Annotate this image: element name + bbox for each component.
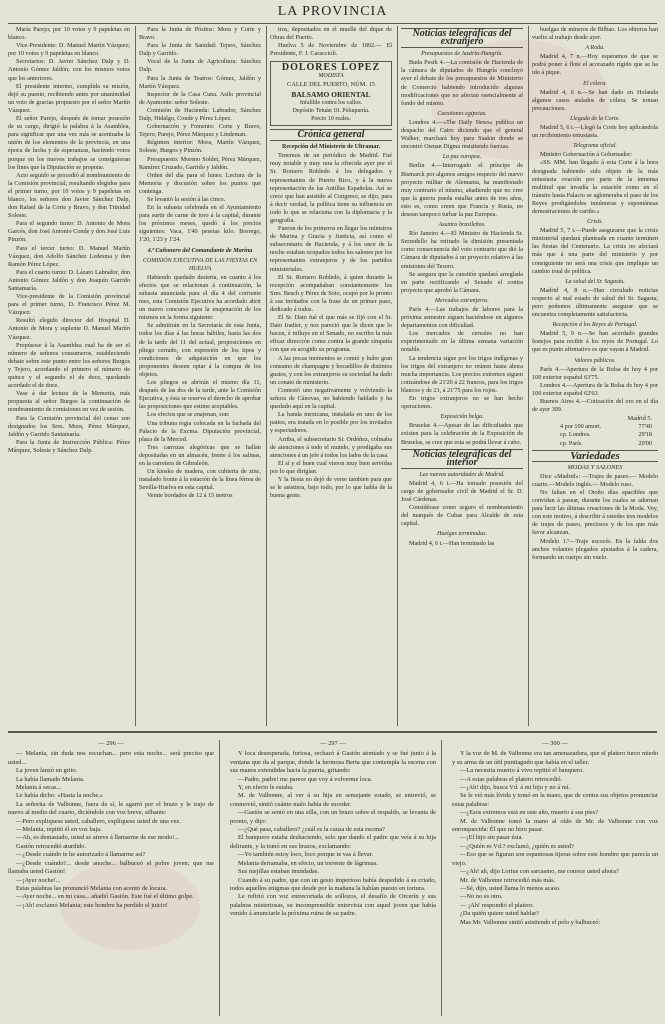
cronica-heading: Crónica general — [270, 129, 392, 141]
paragraph: Madrid 4, 6 t.—Han terminado las — [409, 539, 495, 547]
variedades-subheading: MODAS Y SALONES — [567, 463, 623, 471]
paragraph: Los pliegos se abrirán el mismo día 11, después de las dos de la tarde, ante la Comisión Ejecutiva, y ésta se reserva el derecho de aprobar las proposiciones que estime aceptables. — [139, 379, 261, 411]
paragraph: Buenos Aires 4.—Cotización del oro en el día de ayer 309. — [532, 398, 658, 414]
masthead-rule — [8, 23, 657, 24]
paragraph: —¡Ah! dijo, busca Vd. á mi hijo y no á mí. — [460, 784, 571, 792]
folletin-column-2 — [230, 740, 436, 1016]
section-paras — [532, 89, 658, 113]
paragraph: El banquero estaba deshaciendo, solo que dando el padre que veía á su hija delirante, y la tomó en sus brazos, exclamando: — [230, 834, 436, 850]
paragraph: En trigos extranjeros no se han hecho operaciones. — [401, 395, 523, 411]
sub-heading: Huelgas terminadas. — [437, 531, 487, 538]
paragraph: Cuando á su padre, que con un gesto imperioso había despedido á su criado, todos aquellos enigmas que desde por la mañana la habían puesto en tortura. — [230, 876, 436, 892]
paragraph: Melania á secas... — [16, 784, 62, 792]
sub-heading: Llegada de la Corte. — [570, 115, 620, 122]
paragraph: Dice «Madrid»: —Trajes de paseo.— Modelo cuarto.—Modelo inglés.— Modelo ruso. — [532, 472, 658, 488]
sub-heading: Crisis. — [587, 219, 603, 226]
paragraph: Comisión de Hacienda: Labrador, Sánchez Dalp, Hidalgo, Conde y Pérez López. — [139, 106, 261, 123]
paragraph: —¿Desde cuándo?... desde anoche... balbuceó el pobre joven; que me llamaba usted Gastón! — [8, 859, 214, 876]
paragraph: El sí y el buen cual vieron muy bien servidas por lo que dirigían. — [270, 459, 392, 475]
variedades-heading: Variedades — [532, 450, 658, 462]
column-3 — [270, 26, 392, 726]
paragraph: —Melania, repitió él en voz baja. — [16, 826, 102, 834]
paragraph: Y la voz de M. de Valbonne era tan amenazadora, que el platero turco miedo y su arma de un útil puntiagudo que había en el taller. — [452, 750, 658, 766]
telegram-foreign-heading: Noticias telegráficas del extranjero — [401, 28, 523, 48]
paragraph: Y loca desesperada, furiosa, rechazó á Gastón atontado y se fué junto á la ventana que da al parque, donde la hermosa Berta que contempla la escena con sus manos extendidas hacia la puerta, gritando: — [230, 750, 436, 775]
sub-heading: Las nuevas autoridades de Madrid. — [419, 471, 505, 478]
sub-heading: Asuntos brasileños. — [438, 222, 486, 229]
market-value: 20'00 — [638, 439, 652, 447]
paragraph: Estas palabras las pronunció Melania con acento de locura. — [16, 884, 168, 892]
paragraph: —La necesita muerto á vivo repitió el banquero. — [460, 767, 584, 775]
paragraph: Berlín 4.—Interrogado el príncipe de Bismarck por algunos amigos respecto del nuevo proyecto militar de Alemania, ha manifestado muy contrario el mismo, añadiendo que no cree que la guerra pueda estallar antes de tres años, esto es, como creen que Francia y Rusia, no desean tampoco turbar la paz Europea. — [401, 162, 523, 218]
paragraph: Y, en efecto le estaba. — [238, 784, 294, 792]
section-paras — [401, 480, 523, 529]
section-paras — [532, 473, 658, 562]
section-paras — [401, 59, 523, 108]
section-paras — [401, 162, 523, 219]
paragraph: Madrid 4, 6 n.—Se han dado en Holanda algunos casos aislados de cólera. Se toman precauciones. — [532, 88, 658, 112]
sub-heading: Mercados extranjeros. — [435, 297, 489, 304]
paragraph: Madrid 4, 8 n.—Han circulado noticias respecto al mal estado de salud del Sr. Sagasta; pero podemos últimamente asegurar que se encuentra completamente satisfactoria. — [532, 286, 658, 319]
telegram-interior-heading: Noticias telegráficas del interior — [401, 449, 523, 469]
folletin-paras — [452, 750, 658, 927]
paragraph: A las pocas momentos se comió y hubo gran consumo de champagne y bocadillos de distintos gustos, y con los extranjeros su sociedad ha dado un conato de ministerio. — [270, 354, 392, 386]
sub-heading: Recepción á los Reyes de Portugal. — [552, 322, 638, 329]
ad-address: CALLE DEL PUERTO, NÚM. 15 — [286, 80, 376, 88]
paragraph: —¿Qué pasa, caballero? ¿cuál es la causa de esta escena? — [238, 826, 385, 834]
section-paras — [401, 306, 523, 411]
paragraph: —¡Ah! exclamó Melania; este hombre ha perdido el juicio! — [16, 901, 168, 909]
paragraph: —Yo también estoy loco, loco porque te vas á llevar. — [238, 851, 374, 859]
paragraph: Secretarios: D. Javier Sánchez Dalp y D. Antonio Gómez Jaldón; con los mismos votos que los anteriores. — [8, 58, 130, 82]
section-paras — [532, 26, 658, 42]
section-paras — [401, 119, 523, 151]
market-value: 29'18 — [638, 431, 652, 439]
paragraph: Para el tercer turno: D. Manuel Martín Vázquez, don Adolfo Sánchez Ledesma y don Ramón Pérez López. — [8, 244, 130, 268]
market-row — [560, 440, 658, 448]
ad-line-5: Infalible contra los callos. — [299, 99, 363, 106]
paragraph: La había llamado Melania. — [16, 775, 85, 783]
column-2-paras — [139, 26, 261, 204]
paragraph: Madrid 5, 6 t.—Llegó la Corte hoy aplicándola un recibimiento entusiasta. — [532, 124, 658, 140]
section-paras — [401, 230, 523, 295]
market-title: Madrid 5. — [627, 415, 652, 423]
sub-heading: Presupuestos de Austria-Hungría. — [421, 51, 503, 58]
paragraph: Una tribuna regia colocada en la fachada del Palacio de la Excma. Diputación provincial, plaza de la Merced. — [139, 419, 261, 443]
paragraph: —Ah, es demasiado, usted se atreve á llamarme de ese modo!... — [16, 834, 180, 842]
market-row — [560, 423, 658, 431]
paragraph: Fueron de los primeros en llegar los ministros de Marina y Gracia y Justicia, así como el subsecretario de Hacienda, y á los once de la noche estaban ocupados todos los salones por los representantes extranjeros y de los partidos ministeriales. — [270, 225, 392, 273]
ad-line-6: Depósito Tetuán 10. Peluquería. — [292, 107, 370, 114]
paragraph: Para la Junta de Instrucción Pública: Pérez Márquez, Soleste y Sánchez Dalp. — [8, 438, 130, 454]
paragraph: Régimen interior: Mora, Martín Vázquez, Soleste, Burgos y Pinzón. — [139, 139, 261, 155]
paragraph: «SS. MM. han llegado á esta Corte á la hora designada habiendo sido objeto de la más entusiasta ovación por parte de la inmensa multitud que invadía la estación como en el tránsito hasta Palacio se aglomeraba el paso de los Reyes prodigándoles innúmeras y espontáneas demostraciones de cariño.» — [532, 159, 658, 215]
column-rule — [397, 26, 398, 726]
market-label: cp. Londres. — [560, 431, 591, 439]
paragraph: Y la fiesta no dejó de verse tambien para que se le asistiera, bajo todo, por lo que habla de la buena gente. — [270, 475, 392, 500]
page-number: — 296 — — [98, 740, 124, 747]
paragraph: El presidente interino, cumplida su misión, dejó su puesto, recibiendo antes por unanimidad un voto de gracias propuesto por el señor Martín Vázquez. — [8, 82, 130, 114]
section-paras — [401, 540, 523, 548]
paragraph: Los mercados de cereales no han experimentado en la última semana variación notable. — [401, 330, 523, 354]
paragraph: Madrid 4, 7 n.—Hoy esperamos de que se podrá poner á flote el acorazado rígido que se ha ido á pique. — [532, 53, 658, 77]
paragraph: —Padre, padre! me parece que voy á volverme loca. — [238, 775, 373, 783]
paragraph: —Gastón se sentó en una silla, con un brazo sobre el respaldo, se levanta de pronto, y dijo: — [230, 809, 436, 825]
section-paras — [532, 124, 658, 140]
paragraph: María Parejo; por 10 votos y 9 papeletas en blanco. — [8, 26, 130, 42]
paragraph: Arriba, el subsecretario Sr. Ordóñez, colmaba de atenciones á todo el mundo, y prodigaba sus atenciones á un jefe á todos los lados de la casa. — [270, 435, 392, 459]
paragraph: huelgas de mineros de Bilbao. Los obreros han vuelto al trabajo desde ayer. — [532, 26, 658, 42]
section-paras — [532, 151, 658, 216]
paragraph: Para la Junta de Teatros: Gómez, Jaldón y Martín Vázquez. — [139, 74, 261, 90]
ad-profession: MODISTA — [318, 73, 344, 80]
section-paras — [532, 227, 658, 276]
column-1-paras — [8, 26, 130, 455]
section-paras — [532, 287, 658, 319]
column-rule — [266, 26, 267, 726]
paragraph: Los efectos que se enajenan, son: — [147, 411, 230, 419]
paragraph: París 4.—Apertura de la Bolsa de hoy 4 por 100 exterior español 63'75. — [532, 365, 658, 381]
paragraph: Tres carrozas alegóricas que se hallan depositadas en un almacén, frente á los salinas, en la carretera de Gibraleón. — [139, 443, 261, 467]
paragraph: Le refirió con voz entrecortada de sollozos, el desafío de Orcerín y sus palabras misteriosas, su incomprensible entrevista con aquel joven que había venido á anunciarle la próxima ruina de su padre. — [230, 893, 436, 918]
paragraph: No faltan en el Otoño días apacibles que convidan á pasear, durante los cuales se adornan para lucir las últimas creaciones de la Moda. Voy, con este motivo, á describir á ustedes tres modelos de trajes de paseo, preciosos y de los que más favor alcanzan. — [532, 488, 658, 537]
sub-heading: Cuestiones egipcias. — [437, 110, 487, 117]
paragraph: Habiendo quedado desierta, en cuanto á los efectos que se relacionan á continuación, la subasta anunciada para el día 4 del corriente mes, esta Comisión Ejecutiva ha acordado abrir un nuevo concurso para la enajenación de los mismos en la forma siguiente: — [139, 273, 261, 322]
paragraph: Londres 4.—«The Daily News» publica un despacho del Cairo diciendo que el general Walker, marchará hoy para Suakin donde se encontró Osman Digma resistiendo fuerzas. — [401, 118, 523, 151]
folletin-paras — [230, 750, 436, 918]
folletin-column-3 — [452, 740, 658, 1016]
market-value: 77'40 — [638, 423, 652, 431]
column-1 — [8, 26, 130, 726]
column-3-paras-2 — [270, 152, 392, 500]
column-rule — [135, 26, 136, 726]
paragraph: Tenemos de un periódico de Madrid. Fué muy notable y muy rara la ofrecida ayer por el Sr. Romero Robledo á los delegados y representantes de Puerto Rico, y á la nueva representación de las Antillas Españolas. Así se crece que han asistido al Congreso, se dijo, para á decir verdad, la política tiene su influencia en todo lo que se relaciona con la diplomacia y la geografía. — [270, 152, 392, 224]
paragraph: ¿Da quién quiere usted hablar? — [460, 910, 540, 918]
paragraph: Se asegura que la cuestión quedará arreglada en parte rectificando el Senado el contra proyecto que aprobó la Cámara. — [401, 270, 523, 294]
folletin-paras — [8, 750, 214, 910]
column-2-subheading: COMISIÓN EJECUTIVA DE LAS FIESTAS EN HUELVA — [142, 257, 258, 272]
paragraph: Un kiosko de madera, con cubierta de zinc, instalado frente á la estación de la línea férrea de Sevilla-Huelva en esta capital. — [139, 468, 261, 492]
column-rule — [528, 26, 529, 726]
sub-heading: A Roda. — [585, 45, 605, 52]
paragraph: Vice-presidente de la Comisión provincial para el primer turno, D. Francisco Pérez M. Vázquez. — [8, 293, 130, 317]
column-2-heading: 4.ª Cañonero del Comandante de Marina — [147, 246, 253, 254]
paragraph: Madrid 4, 6 t.—Ha tomado posesión del cargo de gobernador civil de Madrid el Sr. D. José Cárdenas. — [401, 479, 523, 504]
paragraph: —No no es otro. — [460, 893, 503, 901]
paragraph: Para la Junta de Sanidad: Tejero, Sánchez Dalp y Garrido. — [139, 42, 261, 58]
sub-heading: Exposición belga. — [440, 414, 484, 421]
paragraph: Para el cuarto turno: D. Lázaro Labrador, don Antonio Gómez Jaldón y don Joaquín Garrido Santamaría. — [8, 268, 130, 292]
column-5 — [532, 26, 658, 726]
paragraph: Veinte bordados de 12 á 15 metros — [147, 492, 233, 500]
masthead-title: LA PROVINCIA — [277, 4, 388, 19]
market-label: 4 por 100 amort. — [560, 423, 602, 431]
paragraph: Se levantó la sesión á las cinco. — [147, 195, 226, 203]
paragraph: Inspector de la Casa Cuna. Asilo provincial de Ayamonte: señor Soleste. — [139, 90, 261, 106]
paragraph: La joven lanzó un grito. — [16, 767, 78, 775]
paragraph: Río Janeiro 4.—El Ministro de Hacienda Sr. Serzedello ha retirado la dimisión presentada como consecuencia del voto contrario que dió la Cámara de diputados á un proyecto relativo á las emisiones del Tesoro. — [401, 230, 523, 270]
sub-heading: La salud del Sr. Sagasta. — [565, 278, 625, 285]
paragraph: Propúsose á la Asamblea cual ha de ser el número de señores consumeros, estableciendo debate sobre este punto entre los señores Burgos y Tejero, acordando el primero el número de quince y el segundo el de doce, quedando acordado el de doce. — [8, 341, 130, 390]
folletin-column-1 — [8, 740, 214, 1016]
column-4 — [401, 26, 523, 726]
paragraph: Mr. de Valbonne retrocedió más más. — [460, 876, 556, 884]
section-paras — [532, 366, 658, 415]
paragraph: Madrid 5, 9 n.—Se han acordado grandes festejos para recibir á los reyes de Portugal. Lo que es punto afirmativo es que vayan á Madrid. — [532, 330, 658, 354]
paragraph: El Sr. Dato fué el que más se fijó con el Sr. Dato Iradier, y nos pareció que le dicen que lo hacen, é influye en el Senado, no escribo la más eficaz dirección como contra la grande simpatía con que es acogido su programa. — [270, 314, 392, 354]
paragraph: Gobernación y Fomento: Corte y Bravo, Tejero, Parejo, Pérez Márquez y Lindeman. — [139, 123, 261, 139]
paragraph: Acto seguido se procedió al nombramiento de la Comisión provincial; resultando elegidos para el primer turno, por 10 votos y 9 papeletas en blanco, los señores don Javier Sánchez Dalp, don Rafael de la Corte y Bravo, y don Trinidad Soleste. — [8, 171, 130, 220]
paragraph: La banda mexicana, instalada en uno de los patios, era tratada en lo posible por los invitados y espectadores. — [270, 411, 392, 435]
paragraph: Presupuesto: Moreno Soldet, Pérez Márquez, Ramírez Cruzado, Garrido y Jaldón. — [139, 155, 261, 171]
paragraph: M. de Valbonne tomó la mano al oído de Mr. de Valbonne con voz enronquecida: Él que no hizo pasar. — [452, 817, 658, 834]
column-2 — [139, 26, 261, 726]
paragraph: —¡Ayer noche!... — [16, 876, 61, 884]
paragraph: La tendencia sigue por los trigos indígenas y los trigos del extranjero no reúnen hasta ahora mucha importancia. Los precios extremos siguen cotizándose de 21'20 á 22 francos, para los trigos blancos y de 21, á 21'75 para los rojos. — [401, 354, 523, 394]
paragraph: El señor Parejo, después de tomar posesión de su cargo, dirigió la palabra á la Asamblea, para significar que una vez más se acentuaba la unión de los elementos de la provincia, en una época de lucha y de esperanzas, haciendo votos porque en los nuevos trabajos se consiguieran los fines que la Diputación se propone. — [8, 115, 130, 171]
paragraph: —Sé, dijo, usted llama lo menos acaso. — [460, 884, 561, 892]
paragraph: Modelo 1.º—Traje escocés. En la falda dos anchos volantes plegados ajustados á la cadera, formando un cuerpo sin vuelo. — [532, 537, 658, 561]
page-number: — 300 — — [542, 740, 568, 747]
paragraph: —¿Quién es Vd.? exclamó, ¿quién es usted? — [460, 842, 574, 850]
paragraph: Melania derramaba, en efecto, un torrente de lágrimas. — [238, 859, 378, 867]
folletin-column-rule — [441, 740, 442, 1016]
paragraph: —Ayer noche... en mi casa... añadió Gastón. Este fué el último golpe. — [16, 893, 194, 901]
market-row — [560, 431, 658, 439]
paragraph: —¡El hijo sin pasar ésta. — [460, 834, 524, 842]
paragraph: Mas Mr. Valbonne sintió asistiendo el pelo y balbuceó: — [460, 918, 601, 926]
sub-heading: Valores públicos. — [574, 357, 616, 364]
paragraph: —Eso que se figuran son espantosas tijeras sobre este hombre que parecía un viejo. — [452, 851, 658, 867]
paragraph: Considérase como seguro el nombramiento del marqués de Cubas para Alcalde de esta capital. — [401, 504, 523, 528]
folletin-column-rule — [219, 740, 220, 1016]
ad-line-7: Precio 10 reales. — [311, 115, 351, 122]
ad-name: DOLORES LOPEZ — [281, 62, 381, 74]
section-paras — [532, 330, 658, 354]
paragraph: — Melania, sin duda nos escuchan... pero esta noche... será preciso que usted... — [8, 750, 214, 766]
paragraph: Ministro Gobernación á Gobernador: — [540, 151, 632, 159]
paragraph: tros, depositados en el muelle del dique de Obras del Puerto. — [270, 26, 392, 42]
paragraph: Vase á dar lectura de la Memoria, más propuesta al señor Burgos la continuación de nombramiento de comisiones en vez de sesión. — [8, 390, 130, 414]
paragraph: —¿Esos extremos está en este año, muerto á sus pies? — [460, 809, 599, 817]
section-paras — [532, 53, 658, 77]
paragraph: —Pero expliquese usted, caballero, explíquese usted de una vez. — [16, 817, 181, 825]
paragraph: Para la Comisión provincial del censo son designados los Sres. Mora, Pérez Márquez, Jaldón y Garrido Santamaría. — [8, 414, 130, 438]
paragraph: —¿Desde cuándo te he autorizado á llamarme así? — [16, 851, 146, 859]
sub-heading: El cólera. — [583, 80, 607, 87]
folletin-rule — [8, 731, 657, 733]
paragraph: París 4.—Las trabajos de labores para la próxima semestre siguen haciéndose en algunos departamentos con dificultad. — [401, 306, 523, 330]
paragraph: Se admitirán en la Secretaría de esta Junta, todos los días á las horas hábiles, hasta las dos de la tarde del 11 del actual, proposiciones en pliego cerrado, con expresión de los tipos y condiciones de adquisición en que los proponentes deseen optar á la compra de los objetos. — [139, 322, 261, 378]
ad-product: BALSAMO ORIENTAL — [291, 89, 371, 99]
paragraph: —¿Ah! ah, dijo Lorius con sarcasmo, me conoce usted ahora? — [460, 868, 619, 876]
paragraph: Sus mejillas estaban inundadas. — [238, 868, 319, 876]
paragraph: Para el segundo turno: D. Antonio de Mora Garcés, don José Antonio Conde y don José Luis Pinzón. — [8, 220, 130, 244]
paragraph: El Sr. Romero Robledo, á quien durante la recepción acompañaban constantemente los Sres. Besch y Pérez de Soto, ocupó por lo pronto á sus invitados con la frase de un primer paso, dedicado á todos. — [270, 273, 392, 313]
market-table — [532, 423, 658, 447]
paragraph: La señorita de Valbonne, fuera de sí, le agarró por el brazo y le trajo de nuevo al medio del cuarto, diciéndole con voz breve, silbante: — [8, 800, 214, 817]
market-label: cp. París. — [560, 439, 583, 447]
column-3-paras — [270, 26, 392, 58]
column-2-paras-2 — [139, 274, 261, 501]
paragraph: Huelva 5 de Noviembre de 1892.— El Presidente, F. J. Caraccioli. — [270, 42, 392, 58]
paragraph: M. de Valbonne, al ver á su hija en semejante estado, se entrevió, se conmovió, sintió cuánto malo había de suceder. — [230, 792, 436, 808]
paragraph: Buda Pesth 4.—La comisión de Hacienda de la cámara de diputados de Hungría concluyó ayer el debate de los presupuestos de Ministerio de Comercio habiendo introducido algunas modificaciones que no afectan esencialmente al fondo del mismo. — [401, 59, 523, 107]
folletin-section — [8, 740, 658, 1016]
paragraph: — ¡Ah! respondió el platero. — [460, 901, 535, 909]
news-columns — [8, 26, 658, 726]
paragraph: Londres 4.—Apertura de la Bolsa de hoy 4 por 100 exterior español 62'63. — [532, 381, 658, 397]
paragraph: Para la Junta de Pósitos: Mora y Corte y Bravo. — [139, 26, 261, 42]
sub-heading: La paz europea. — [442, 154, 482, 161]
paragraph: —A estas palabras el platero retrocedió. — [460, 775, 563, 783]
paragraph: Resultó elegido director del Hospital D. Antonio de Mora y suplente D. Manuel Martín Vázquez. — [8, 317, 130, 341]
paragraph: Vocal de la Junta de Agricultura: Sánchez Dalp. — [139, 58, 261, 74]
paragraph: Le había dicho: «Hasta la noche.» — [16, 792, 103, 800]
sub-heading: Telegrama oficial. — [573, 143, 617, 150]
subasta-note: En la subasta celebrada en el Ayuntamiento para surtir de carne de toro á la capital, durante los próximos meses, quedó á los precios siguientes: Vaca, 1'40 pesetas kilo. Borrego, 1'20, 1'23 y 1'24. — [139, 204, 261, 244]
paragraph: Vice-Presidente: D. Manuel Martín Vázquez; por 10 votos y 9 papeletas en blanco. — [8, 42, 130, 58]
section-paras — [401, 422, 523, 446]
paragraph: Madrid 5, 7 t.—Puede asegurarse que la crisis ministerial quedará planteada en cuanto terminen las fiestas del Centenario. La crisis no afectará más que á una parte del ministerio y por consiguiente no será una crisis que implique un cambio total de política. — [532, 227, 658, 275]
paragraph: Bruselas 4.—Apesar de las dificultades que existen para la celebración de la Exposición de Bruselas, se cree que esta se podrá llevar á cabo. — [401, 422, 523, 446]
advertisement-box — [270, 61, 392, 126]
paragraph: Orden del día para el lunes: Lectura de la Memoria y discusión sobre los puntos que contenga. — [139, 171, 261, 195]
paragraph: Se le vió más lívida y tomó en la mano, que de contra sus objetos pronunciar estas palabras: — [452, 792, 658, 808]
page-number: — 297 — — [320, 740, 346, 747]
paragraph: Gastón retrocedió aturdido. — [16, 842, 87, 850]
cronica-subheading: Recepción del Ministerio de Ultramar. — [282, 144, 380, 151]
paragraph: Contestó uno negativamente y volviendo la señora de Cánovas, no habiendo hablado y ha quedado aquí en la capital. — [270, 386, 392, 411]
